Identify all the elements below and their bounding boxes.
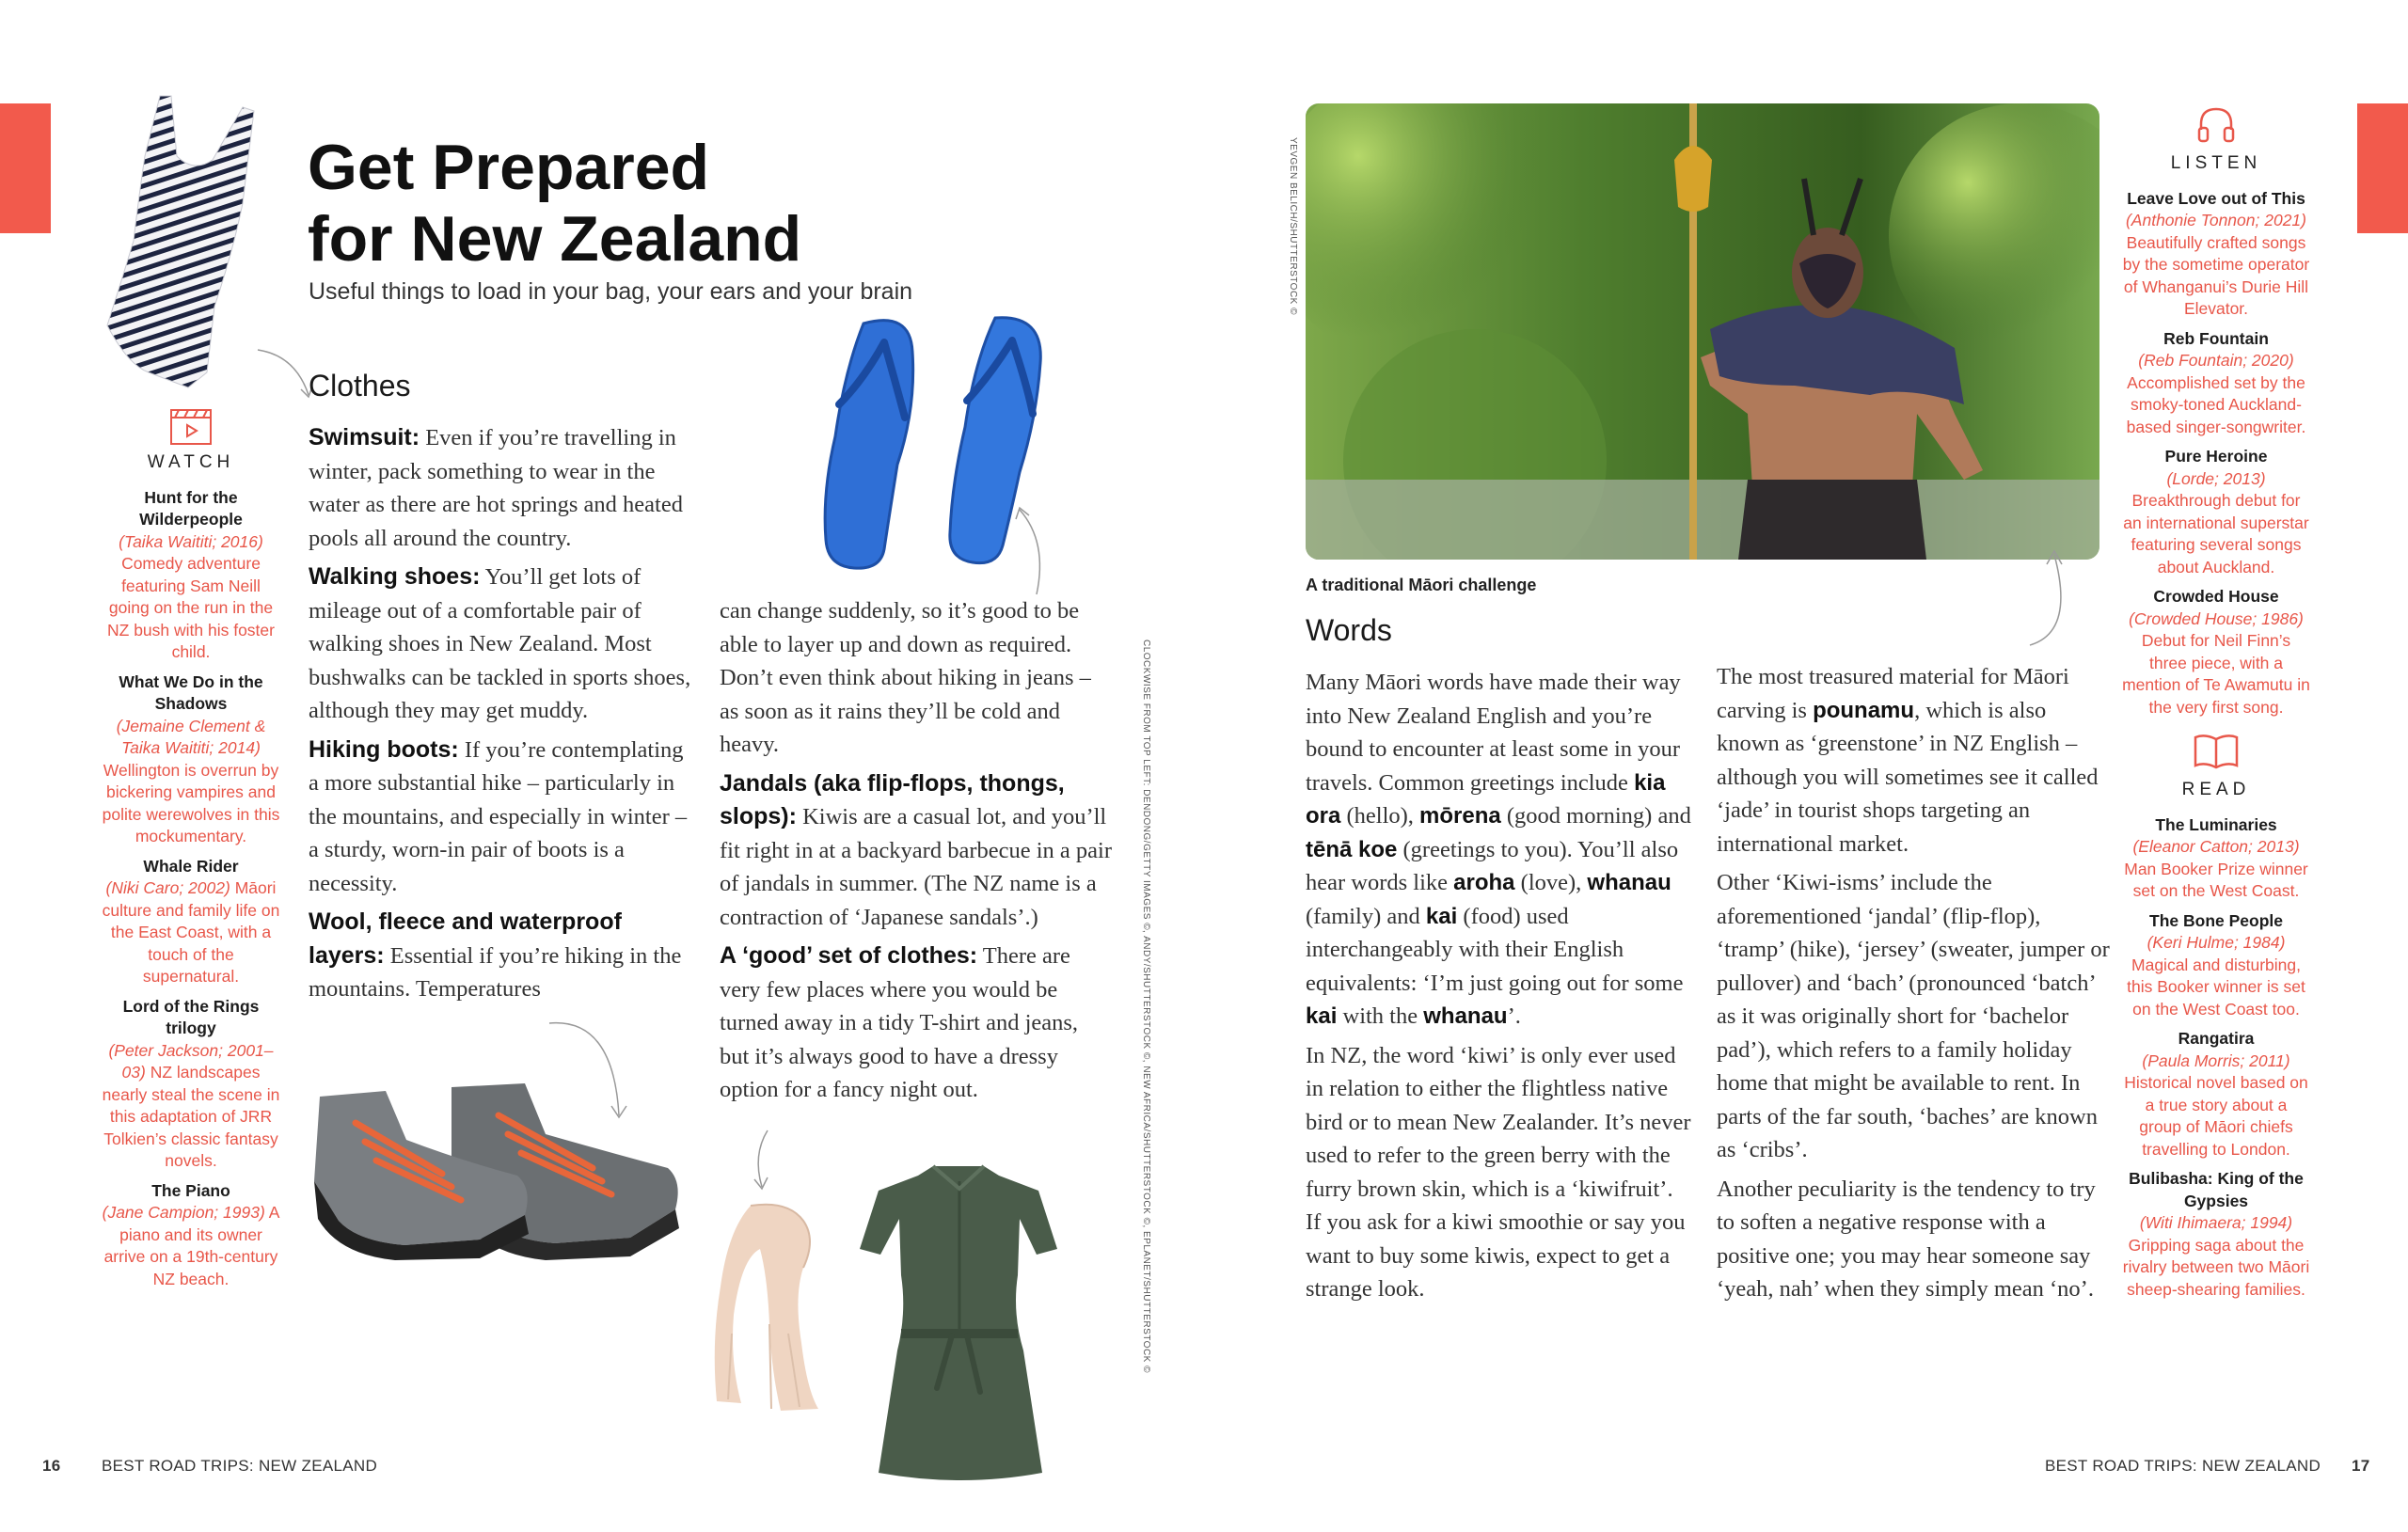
swimsuit-lead: Swimsuit:: [309, 424, 420, 450]
hiking-boots-lead: Hiking boots:: [309, 735, 459, 763]
title-line-2: for New Zealand: [308, 203, 802, 275]
clothes-column-2: [720, 594, 1113, 1113]
keyword-kia-ora: kia ora: [1306, 769, 1666, 829]
listen-item-title: Reb Fountain: [2163, 328, 2269, 348]
watch-item-title: Lord of the Rings trilogy: [122, 996, 260, 1037]
keyword-whanau-2: whanau: [1423, 1003, 1508, 1029]
read-item-description: Gripping saga about the rivalry between two Māori sheep-shearing families.: [2122, 1235, 2310, 1299]
dress-image: [858, 1162, 1059, 1490]
watch-item: [102, 996, 280, 1173]
scarf-pointer-arrow: [749, 1127, 786, 1192]
left-accent-tab: [0, 103, 51, 233]
walking-shoes-lead: Walking shoes:: [309, 563, 481, 590]
kiwi-paragraph: In NZ, the word ‘kiwi’ is only ever used in relation to either the flightless native bird or to mean New Zealander. It’s never used to refer to the green berry with the furry brown skin, which is a ‘kiwifruit’. If you ask for a kiwi smoothie or say you want to buy some kiwis, expect to get a strange look.: [1306, 1042, 1691, 1302]
watch-item-description: NZ landscapes nearly steal the scene in this adaptation of JRR Tolkien’s classic fantasy novels.: [102, 1063, 280, 1170]
layers-lead: Wool, fleece and waterproof layers:: [309, 908, 622, 969]
hiking-boots-image: [310, 1078, 683, 1262]
yeah-nah-paragraph: Another peculiarity is the tendency to try to soften a negative response with a positive one; you may hear someone say ‘yeah, nah’ when they simply mean ‘no’.: [1717, 1176, 2096, 1302]
listen-item-description: Debut for Neil Finn’s three piece, with a mention of Te Awamutu in the very first song.: [2122, 631, 2310, 717]
keyword-aroha: aroha: [1453, 870, 1515, 895]
watch-item: [102, 671, 280, 848]
maori-words-paragraph: Many Māori words have made their way into New Zealand English and you’re bound to encounter at least some in your travels. Common greetings include kia ora (hello), mōrena (good morning) and tēnā koe (greetings to you). You’ll also hear words like aroha (love), whanau (family) and kai (food) used interchangeably with their English equivalents: ‘I’m just going out for some kai with the whanau’.: [1306, 670, 1691, 1029]
read-item-credit: (Witi Ihimaera; 1994): [2139, 1213, 2293, 1232]
listen-item: [2122, 328, 2310, 439]
left-running-footer: BEST ROAD TRIPS: NEW ZEALAND: [102, 1457, 378, 1475]
read-item-title: Rangatira: [2178, 1029, 2255, 1048]
page-title: [308, 132, 1022, 275]
watch-item-title: What We Do in the Shadows: [119, 671, 263, 713]
listen-item-description: Beautifully crafted songs by the sometime operator of Whanganui’s Durie Hill Elevator.: [2122, 232, 2310, 318]
watch-item-description: A piano and its owner arrive on a 19th-century NZ beach.: [103, 1203, 280, 1288]
keyword-whanau: whanau: [1587, 870, 1671, 895]
page-subtitle: Useful things to load in your bag, your ears and your brain: [309, 278, 913, 305]
photo-credit: YEVGEN BELICH/SHUTTERSTOCK ©: [1288, 137, 1298, 315]
watch-item-description: Comedy adventure featuring Sam Neill going on the run in the NZ bush with his foster child.: [107, 554, 275, 661]
keyword-morena: mōrena: [1419, 803, 1501, 829]
listen-item-description: Breakthrough debut for an international superstar featuring several songs about Auckland.: [2123, 491, 2309, 576]
words-column-2: [1717, 660, 2112, 1312]
watch-item: [102, 487, 280, 664]
photo-illustration: [1306, 103, 2099, 560]
keyword-tena-koe: tēnā koe: [1306, 836, 1398, 862]
read-item: [2122, 1028, 2310, 1161]
read-item: [2122, 910, 2310, 1021]
listen-item-credit: (Anthonie Tonnon; 2021): [2125, 211, 2306, 229]
keyword-kai-2: kai: [1306, 1003, 1338, 1029]
swimsuit-paragraph: Swimsuit: Even if you’re travelling in winter, pack something to wear in the water as there are hot springs and heated pools all around the country.: [309, 424, 683, 551]
listen-item-credit: (Reb Fountain; 2020): [2138, 351, 2294, 370]
watch-item-credit: (Jane Campion; 1993): [102, 1203, 265, 1222]
read-item-title: Bulibasha: King of the Gypsies: [2129, 1169, 2304, 1210]
title-line-1: Get Prepared: [308, 132, 710, 203]
read-item-credit: (Paula Morris; 2011): [2142, 1050, 2290, 1070]
right-page-number: 17: [2352, 1457, 2370, 1475]
headphones-icon: [2194, 102, 2239, 147]
read-label: READ: [2181, 780, 2251, 799]
open-book-icon: [2192, 732, 2241, 773]
walking-shoes-paragraph: Walking shoes: You’ll get lots of mileage out of a comfortable pair of walking shoes in New Zealand. Most bushwalks can be tackled in sports shoes, although they may get muddy.: [309, 563, 691, 723]
listen-item-description: Accomplished set by the smoky-toned Auckland-based singer-songwriter.: [2126, 372, 2306, 436]
watch-label: WATCH: [147, 452, 235, 472]
clapperboard-icon: [169, 406, 213, 446]
left-page-number: 16: [42, 1457, 61, 1475]
listen-item: [2122, 188, 2310, 321]
listen-item-title: Leave Love out of This: [2127, 188, 2305, 208]
good-clothes-paragraph: A ‘good’ set of clothes: There are very few places where you would be turned away in a tidy T-shirt and jeans, but it’s always good to have a dressy option for a fancy night out.: [720, 942, 1079, 1102]
watch-item-credit: (Taika Waititi; 2016): [119, 531, 263, 551]
keyword-kai: kai: [1425, 903, 1458, 929]
read-item-title: The Luminaries: [2155, 814, 2277, 834]
read-item-credit: (Eleanor Catton; 2013): [2132, 837, 2300, 856]
layers-continued-paragraph: can change suddenly, so it’s good to be able to layer up and down as required. Don’t even think about hiking in jeans – as soon as it rains they’ll be cold and heavy.: [720, 598, 1091, 757]
clothes-column-1: [309, 421, 694, 1012]
keyword-pounamu: pounamu: [1813, 697, 1915, 723]
listen-item: [2122, 446, 2310, 578]
read-item-description: Man Booker Prize winner set on the West Coast.: [2124, 859, 2308, 900]
listen-item-title: Crowded House: [2153, 587, 2279, 606]
jandals-lead: Jandals (aka flip-flops, thongs, slops):: [720, 769, 1065, 829]
read-item-credit: (Keri Hulme; 1984): [2147, 933, 2286, 952]
words-heading: Words: [1306, 613, 1392, 647]
listen-label: LISTEN: [2170, 153, 2262, 173]
good-clothes-lead: A ‘good’ set of clothes:: [720, 942, 978, 969]
watch-item: [102, 1180, 280, 1291]
clothes-image-credit: CLOCKWISE FROM TOP LEFT: DENDONG/GETTY IMAGES ©, ANDY/SHUTTERSTOCK ©, NEW AFRICA/SHUTTERSTOCK ©, EPLANET/SHUTTERSTOCK ©: [1141, 640, 1151, 1374]
kiwi-isms-paragraph: Other ‘Kiwi-isms’ include the aforementioned ‘jandal’ (flip-flop), ‘tramp’ (hike), ‘jersey’ (sweater, jumper or pullover) and ‘bach’ (pronounced ‘batch’ as it was originally short for ‘bachelor pad’), which refers to a family holiday home that might be available to rent. In parts of the far south, ‘baches’ are known as ‘cribs’.: [1717, 870, 2110, 1162]
words-column-1: [1306, 666, 1691, 1312]
watch-item-credit: (Niki Caro; 2002): [105, 878, 230, 897]
photo-caption: A traditional Māori challenge: [1306, 576, 1537, 594]
swimsuit-image: [102, 90, 275, 391]
photo-pointer-arrow: [2024, 547, 2081, 651]
right-running-footer: BEST ROAD TRIPS: NEW ZEALAND: [2045, 1457, 2321, 1475]
watch-item-title: Hunt for the Wilderpeople: [139, 487, 243, 529]
clothes-heading: Clothes: [309, 369, 411, 403]
read-item: [2122, 1168, 2310, 1301]
listen-item-credit: (Crowded House; 1986): [2129, 608, 2304, 628]
hiking-boots-paragraph: Hiking boots: If you’re contemplating a more substantial hike – particularly in the mountains, and especially in winter – a sturdy, worn-in pair of boots is a necessity.: [309, 735, 688, 896]
watch-item-credit: (Peter Jackson; 2001–03): [108, 1040, 274, 1082]
watch-item-description: Wellington is overrun by bickering vampires and polite werewolves in this mockumentary.: [102, 760, 280, 845]
watch-item-title: The Piano: [151, 1180, 230, 1200]
listen-read-sidebar: [2122, 102, 2310, 1308]
watch-item-credit: (Jemaine Clement & Taika Waititi; 2014): [116, 716, 266, 757]
right-accent-tab: [2357, 103, 2408, 233]
listen-item-title: Pure Heroine: [2164, 447, 2268, 466]
listen-item: [2122, 586, 2310, 719]
watch-item: [102, 856, 280, 988]
jandals-pointer-arrow: [999, 504, 1055, 598]
read-item: [2122, 814, 2310, 903]
pounamu-paragraph: The most treasured material for Māori carving is pounamu, which is also known as ‘greenstone’ in NZ English – although you will sometimes see it called ‘jade’ in tourist shops targeting an international market.: [1717, 664, 2099, 857]
watch-sidebar: [102, 406, 280, 1298]
read-item-title: The Bone People: [2149, 910, 2283, 930]
scarf-image: [713, 1202, 835, 1413]
jandals-paragraph: Jandals (aka flip-flops, thongs, slops): Kiwis are a casual lot, and you’ll fit right in at a backyard barbecue in a pair of jandals in summer. (The NZ name is a contraction of ‘Japanese sandals’.): [720, 769, 1112, 930]
layers-paragraph: Wool, fleece and waterproof layers: Essential if you’re hiking in the mountains. Temperatures: [309, 908, 682, 1002]
maori-challenge-photo: [1306, 103, 2099, 560]
watch-item-description: Māori culture and family life on the East Coast, with a touch of the supernatural.: [102, 878, 280, 986]
read-item-description: Magical and disturbing, this Booker winner is set on the West Coast too.: [2127, 955, 2305, 1019]
watch-item-title: Whale Rider: [143, 856, 239, 876]
read-item-description: Historical novel based on a true story about a group of Māori chiefs travelling to London.: [2124, 1073, 2308, 1159]
listen-item-credit: (Lorde; 2013): [2166, 468, 2266, 488]
